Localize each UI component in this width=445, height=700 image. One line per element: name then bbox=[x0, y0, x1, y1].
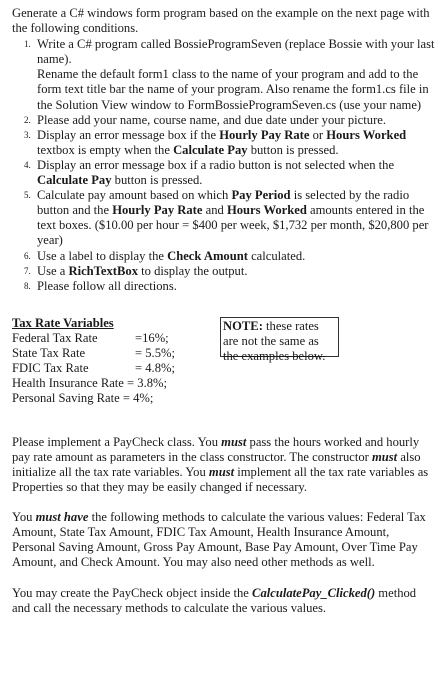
list-item bbox=[12, 37, 435, 112]
intro-text: Generate a C# windows form program based on the example on the next page with the following conditions. bbox=[12, 6, 430, 36]
list-item bbox=[12, 188, 435, 248]
bold-term: Hours Worked bbox=[226, 203, 307, 218]
item-text: is selected by the radio button and the bbox=[37, 188, 410, 218]
list-item bbox=[12, 128, 435, 158]
item-text: Display an error message box if a radio button is not selected when the bbox=[37, 157, 395, 172]
requirements-list bbox=[12, 37, 435, 294]
bold-term: Calculate Pay bbox=[37, 173, 112, 188]
bold-term: RichTextBox bbox=[68, 263, 138, 278]
list-item bbox=[12, 158, 435, 188]
item-text: Use a bbox=[37, 263, 69, 278]
bold-term: Hourly Pay Rate bbox=[112, 203, 203, 218]
item-text: button is pressed. bbox=[247, 142, 339, 157]
emphasis: must bbox=[208, 464, 235, 479]
tax-value: =16%; bbox=[135, 330, 169, 345]
tax-value: = 5.5%; bbox=[135, 345, 175, 360]
tax-name: Federal Tax Rate bbox=[12, 330, 98, 345]
item-number: 2. bbox=[24, 114, 31, 125]
item-text: textbox is empty when the bbox=[37, 142, 174, 157]
note-struck-text: the examples below. bbox=[223, 348, 326, 363]
list-item bbox=[12, 249, 435, 264]
note-box bbox=[220, 317, 339, 363]
item-text: calculated. bbox=[247, 248, 306, 263]
paycheck-paragraph bbox=[12, 435, 435, 495]
bold-term: Check Amount bbox=[167, 248, 248, 263]
para-text: also initialize all the tax rate variables. You bbox=[12, 449, 421, 479]
list-item bbox=[12, 264, 435, 279]
emphasis: must bbox=[221, 434, 247, 449]
item-text: Use a label to display the bbox=[37, 248, 168, 263]
item-number: 8. bbox=[24, 280, 31, 291]
object-paragraph bbox=[12, 586, 435, 616]
para-text: pass the hours worked and hourly pay rate amount as parameters in the class constructor. The constructor bbox=[12, 434, 420, 464]
para-text: the following methods to calculate the various values: Federal Tax Amount, State Tax Amount, FDIC Tax Amount, Health Insurance Amount, Personal Saving Amount, Gross Pay Amount, Base Pay Amount, Over Time Pay Amount, and Check Amount. You may also need other methods as well. bbox=[12, 510, 426, 570]
tax-name: State Tax Rate bbox=[12, 345, 86, 360]
tax-name: FDIC Tax Rate bbox=[12, 360, 89, 375]
tax-heading: Tax Rate Variables bbox=[12, 315, 114, 330]
emphasis: CalculatePay_Clicked() bbox=[252, 585, 376, 600]
methods-paragraph bbox=[12, 510, 435, 570]
tax-rate-section bbox=[12, 315, 435, 405]
para-text: implement all the tax rate variables as Properties so that they may be easily changed if necessary. bbox=[12, 464, 429, 495]
para-text: You may create the PayCheck object inside the bbox=[12, 585, 253, 600]
list-item bbox=[12, 113, 435, 128]
note-label: NOTE: bbox=[223, 318, 263, 333]
item-number: 3. bbox=[24, 129, 31, 140]
bold-term: Calculate Pay bbox=[173, 142, 248, 157]
item-text: or bbox=[309, 127, 327, 142]
item-text: Please follow all directions. bbox=[37, 278, 177, 293]
emphasis: must have bbox=[35, 510, 89, 525]
tax-name: Health Insurance Rate bbox=[12, 375, 124, 390]
tax-name: Personal Saving Rate bbox=[12, 390, 120, 405]
para-text: Please implement a PayCheck class. You bbox=[12, 434, 222, 449]
item-text: and bbox=[202, 203, 227, 218]
item-text: button is pressed. bbox=[111, 173, 203, 188]
item-text: Display an error message box if the bbox=[37, 127, 220, 142]
tax-value: = 4%; bbox=[119, 390, 154, 405]
item-text: Write a C# program called BossieProgramSeven (replace Bossie with your last name). bbox=[37, 37, 435, 67]
item-subtext: Rename the default form1 class to the name of your program and add to the form text title bar the name of your program. Also rename the form1.cs file in the Solution View window to FormBossieProgramSeven.cs (use your name) bbox=[37, 67, 429, 112]
item-number: 5. bbox=[24, 190, 31, 201]
tax-row bbox=[12, 376, 435, 391]
item-text: Please add your name, course name, and due date under your picture. bbox=[37, 112, 386, 127]
para-text: You bbox=[12, 510, 36, 525]
item-number: 1. bbox=[24, 39, 31, 50]
bold-term: Pay Period bbox=[231, 188, 291, 203]
item-number: 6. bbox=[24, 250, 31, 261]
emphasis: must bbox=[371, 449, 398, 464]
item-text: to display the output. bbox=[138, 263, 248, 278]
item-text: amounts entered in the text boxes. ($10.00 per hour = $400 per week, $1,732 per month, $20,800 per year) bbox=[37, 203, 429, 248]
bold-term: Hourly Pay Rate bbox=[219, 127, 310, 142]
tax-row bbox=[12, 391, 435, 406]
item-number: 7. bbox=[24, 265, 31, 276]
tax-value: = 4.8%; bbox=[135, 360, 175, 375]
para-text: method and call the necessary methods to calculate the various values. bbox=[12, 585, 417, 615]
note-text: these rates are not the same as bbox=[223, 318, 319, 348]
list-item bbox=[12, 279, 435, 294]
item-number: 4. bbox=[24, 159, 31, 170]
item-text: Calculate pay amount based on which bbox=[37, 188, 232, 203]
tax-value: = 3.8%; bbox=[123, 375, 168, 390]
bold-term: Hours Worked bbox=[326, 127, 407, 142]
